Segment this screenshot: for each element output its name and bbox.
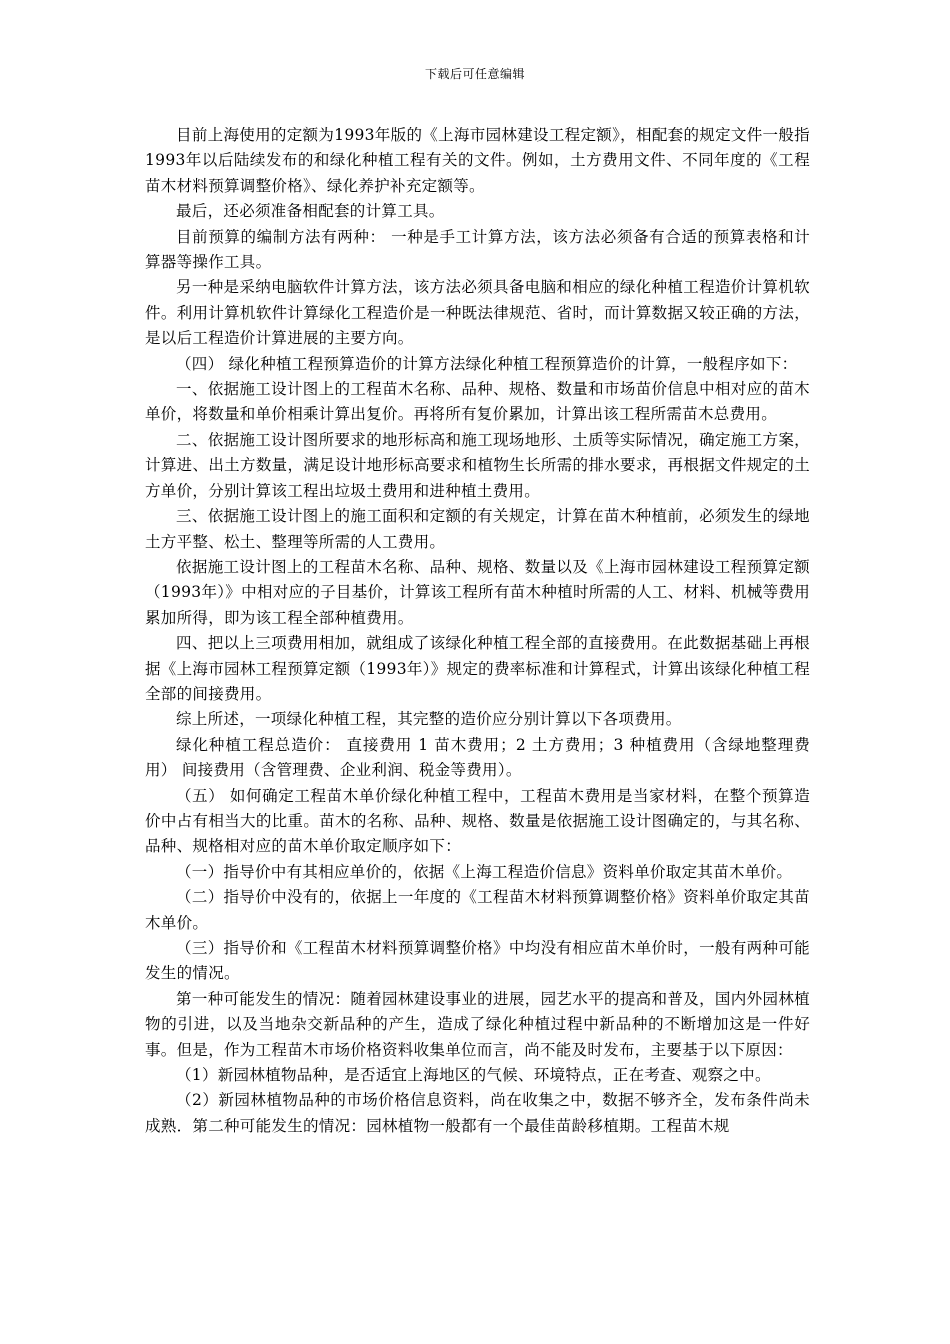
paragraph: （1）新园林植物品种，是否适宜上海地区的气候、环境特点，正在考查、观察之中。 xyxy=(176,1066,771,1085)
paragraph: 最后，还必须准备相配套的计算工具。 xyxy=(176,202,445,221)
paragraph: 目前上海使用的定额为1993年版的《上海市园林建设工程定额》，相配套的规定文件一般指1993年以后陆续发布的和绿化种植工程有关的文件。例如，土方费用文件、不同年度的《工程苗木材料预算调整价格》、绿化养护补充定额等。 xyxy=(145,126,810,195)
section-heading-paragraph: （五） 如何确定工程苗木单价绿化种植工程中，工程苗木费用是当家材料，在整个预算造价中占有相当大的比重。苗木的名称、品种、规格、数量是依据施工设计图确定的，与其名称、品种、规格相对应的苗木单价取定顺序如下： xyxy=(145,786,810,856)
section-heading-paragraph: （四） 绿化种植工程预算造价的计算方法绿化种植工程预算造价的计算，一般程序如下： xyxy=(176,354,798,373)
paragraph: 依据施工设计图上的工程苗木名称、品种、规格、数量以及《上海市园林建设工程预算定额（1993年）》中相对应的子目基价，计算该工程所有苗木种植时所需的人工、材料、机械等费用累加所得，即为该工程全部种植费用。 xyxy=(145,557,810,627)
paragraph: 第一种可能发生的情况：随着园林建设事业的进展，园艺水平的提高和普及，国内外园林植物的引进，以及当地杂交新品种的产生，造成了绿化种植过程中新品种的不断增加这是一件好事。但是，作为工程苗木市场价格资料收集单位而言，尚不能及时发布，主要基于以下原因： xyxy=(145,989,810,1059)
paragraph: （二）指导价中没有的，依据上一年度的《工程苗木材料预算调整价格》资料单价取定其苗木单价。 xyxy=(145,888,810,932)
paragraph: 二、依据施工设计图所要求的地形标高和施工现场地形、土质等实际情况，确定施工方案，计算进、出土方数量，满足设计地形标高要求和植物生长所需的排水要求，再根据文件规定的土方单价，分别计算该工程出垃圾土费用和进种植土费用。 xyxy=(145,430,810,500)
paragraph: 目前预算的编制方法有两种： 一种是手工计算方法，该方法必须备有合适的预算表格和计算器等操作工具。 xyxy=(145,227,810,272)
page-header: 下载后可任意编辑 xyxy=(424,67,525,81)
paragraph: 四、把以上三项费用相加，就组成了该绿化种植工程全部的直接费用。在此数据基础上再根据《上海市园林工程预算定额（1993年）》规定的费率标准和计算程式，计算出该绿化种植工程全部的间接费用。 xyxy=(145,634,810,703)
paragraph: 一、依据施工设计图上的工程苗木名称、品种、规格、数量和市场苗价信息中相对应的苗木单价，将数量和单价相乘计算出复价。再将所有复价累加，计算出该工程所需苗木总费用。 xyxy=(145,380,810,424)
paragraph: （一）指导价中有其相应单价的，依据《上海工程造价信息》资料单价取定其苗木单价。 xyxy=(176,862,793,881)
paragraph: （2）新园林植物品种的市场价格信息资料，尚在收集之中，数据不够齐全，发布条件尚未成熟．第二种可能发生的情况：园林植物一般都有一个最佳苗龄移植期。工程苗木规 xyxy=(145,1091,810,1135)
paragraph: 综上所述，一项绿化种植工程，其完整的造价应分别计算以下各项费用。 xyxy=(176,710,682,729)
paragraph: 三、依据施工设计图上的施工面积和定额的有关规定，计算在苗木种植前，必须发生的绿地土方平整、松土、整理等所需的人工费用。 xyxy=(145,507,810,551)
paragraph: 另一种是采纳电脑软件计算方法，该方法必须具备电脑和相应的绿化种植工程造价计算机软件。利用计算机软件计算绿化工程造价是一种既法律规范、省时，而计算数据又较正确的方法，是以后工程造价计算进展的主要方向。 xyxy=(145,278,810,348)
document-body xyxy=(145,123,810,1139)
paragraph: 绿化种植工程总造价： 直接费用 1 苗木费用；2 土方费用；3 种植费用（含绿地整理费用） 间接费用（含管理费、企业利润、税金等费用）。 xyxy=(145,735,810,780)
paragraph: （三）指导价和《工程苗木材料预算调整价格》中均没有相应苗木单价时，一般有两种可能发生的情况。 xyxy=(145,939,810,983)
